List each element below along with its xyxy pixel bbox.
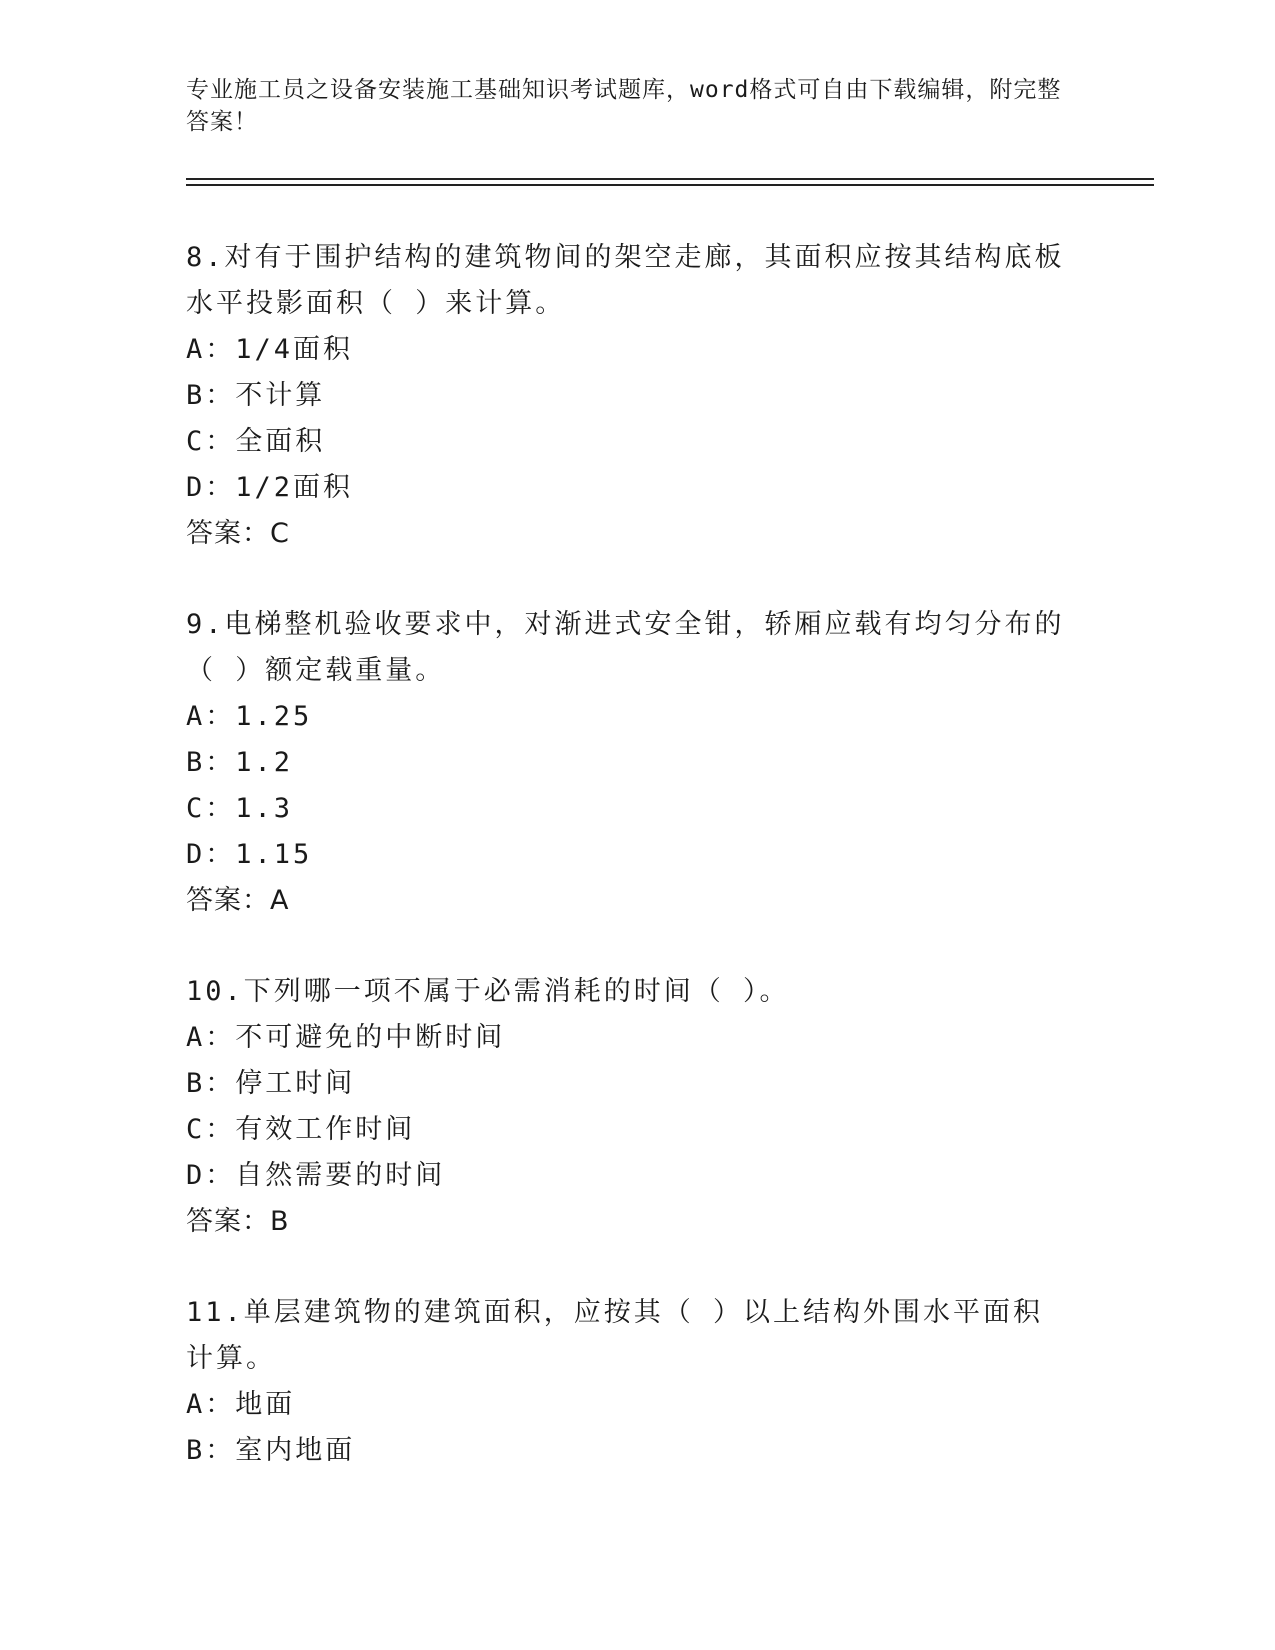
option-b: B：不计算: [186, 380, 326, 411]
option-d: D：自然需要的时间: [186, 1160, 446, 1191]
option-a: A：地面: [186, 1389, 296, 1420]
option-d: D：1.15: [186, 839, 313, 870]
option-a: A：1/4面积: [186, 334, 354, 365]
question-stem: 11.单层建筑物的建筑面积，应按其（ ）以上结构外围水平面积计算。: [186, 1297, 1044, 1374]
option-b: B：1.2: [186, 747, 294, 778]
document-header: 专业施工员之设备安装施工基础知识考试题库，word格式可自由下载编辑，附完整答案！: [186, 77, 1062, 135]
option-c: C：全面积: [186, 426, 326, 457]
question-9: [186, 602, 1066, 924]
answer: 答案：B: [186, 1206, 290, 1237]
question-stem: 10.下列哪一项不属于必需消耗的时间（ ）。: [186, 976, 790, 1007]
question-stem: 9.电梯整机验收要求中，对渐进式安全钳，轿厢应载有均匀分布的（ ）额定载重量。: [186, 609, 1065, 686]
option-a: A：不可避免的中断时间: [186, 1022, 506, 1053]
option-d: D：1/2面积: [186, 472, 354, 503]
option-c: C：有效工作时间: [186, 1114, 416, 1145]
answer: 答案：A: [186, 885, 290, 916]
header-rule-bottom: [186, 184, 1154, 186]
question-11: [186, 1290, 1066, 1474]
question-10: [186, 969, 1066, 1245]
question-stem: 8.对有于围护结构的建筑物间的架空走廊，其面积应按其结构底板水平投影面积（ ）来计算。: [186, 242, 1065, 319]
option-b: B：室内地面: [186, 1435, 356, 1466]
option-b: B：停工时间: [186, 1068, 356, 1099]
option-a: A：1.25: [186, 701, 313, 732]
option-c: C：1.3: [186, 793, 294, 824]
question-8: [186, 235, 1066, 557]
header-rule-top: [186, 178, 1154, 180]
answer: 答案：C: [186, 518, 290, 549]
